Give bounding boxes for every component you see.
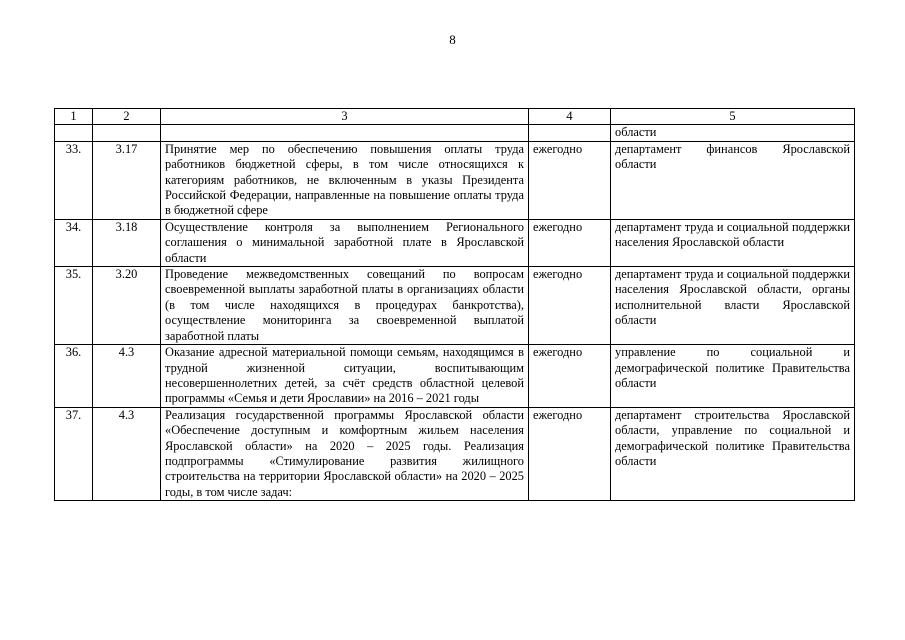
row-responsible: департамент труда и социальной поддержки населения Ярославской области xyxy=(611,219,855,266)
row-period xyxy=(529,125,611,141)
table-row-continuation xyxy=(55,125,855,141)
row-number: 36. xyxy=(55,345,93,408)
row-number: 34. xyxy=(55,219,93,266)
row-responsible: области xyxy=(611,125,855,141)
row-item-ref xyxy=(93,125,161,141)
row-item-ref: 4.3 xyxy=(93,407,161,500)
row-period: ежегодно xyxy=(529,219,611,266)
table-row xyxy=(55,219,855,266)
table-row xyxy=(55,267,855,345)
row-item-ref: 4.3 xyxy=(93,345,161,408)
table-header-row xyxy=(55,109,855,125)
row-responsible: управление по социальной и демографической политике Правительства области xyxy=(611,345,855,408)
row-number xyxy=(55,125,93,141)
row-period: ежегодно xyxy=(529,141,611,219)
row-measure-text: Принятие мер по обеспечению повышения оплаты труда работников бюджетной сферы, в том числе относящихся к категориям работников, не включенным в указы Президента Российской Федерации, направленные на повышение оплаты труда в бюджетной сфере xyxy=(161,141,529,219)
row-responsible: департамент финансов Ярославской области xyxy=(611,141,855,219)
row-measure-text: Проведение межведомственных совещаний по вопросам своевременной выплаты заработной платы в организациях области (в том числе находящихся в процедурах банкротства), осуществление мониторинга за своевременной выплатой заработной платы xyxy=(161,267,529,345)
row-responsible: департамент труда и социальной поддержки населения Ярославской области, органы исполнительной власти Ярославской области xyxy=(611,267,855,345)
row-period: ежегодно xyxy=(529,345,611,408)
row-measure-text: Оказание адресной материальной помощи семьям, находящимся в трудной жизненной ситуации, воспитывающим несовершеннолетних детей, за счёт средств областной целевой программы «Семья и дети Ярославии» на 2016 – 2021 годы xyxy=(161,345,529,408)
header-cell-1: 1 xyxy=(55,109,93,125)
table-row xyxy=(55,345,855,408)
header-cell-4: 4 xyxy=(529,109,611,125)
row-period: ежегодно xyxy=(529,407,611,500)
row-number: 37. xyxy=(55,407,93,500)
row-item-ref: 3.18 xyxy=(93,219,161,266)
measures-table xyxy=(54,108,855,501)
table-row xyxy=(55,141,855,219)
header-cell-2: 2 xyxy=(93,109,161,125)
row-responsible: департамент строительства Ярославской области, управление по социальной и демографической политике Правительства области xyxy=(611,407,855,500)
row-item-ref: 3.17 xyxy=(93,141,161,219)
row-measure-text: Реализация государственной программы Ярославской области «Обеспечение доступным и комфортным жильем населения Ярославской области» на 2020 – 2025 годы. Реализация подпрограммы «Стимулирование развития жилищного строительства на территории Ярославской области» на 2020 – 2025 годы, в том числе задач: xyxy=(161,407,529,500)
header-cell-5: 5 xyxy=(611,109,855,125)
row-measure-text: Осуществление контроля за выполнением Регионального соглашения о минимальной заработной плате в Ярославской области xyxy=(161,219,529,266)
row-measure-text xyxy=(161,125,529,141)
table-row xyxy=(55,407,855,500)
row-number: 35. xyxy=(55,267,93,345)
header-cell-3: 3 xyxy=(161,109,529,125)
page-number: 8 xyxy=(449,32,456,47)
row-number: 33. xyxy=(55,141,93,219)
row-item-ref: 3.20 xyxy=(93,267,161,345)
row-period: ежегодно xyxy=(529,267,611,345)
